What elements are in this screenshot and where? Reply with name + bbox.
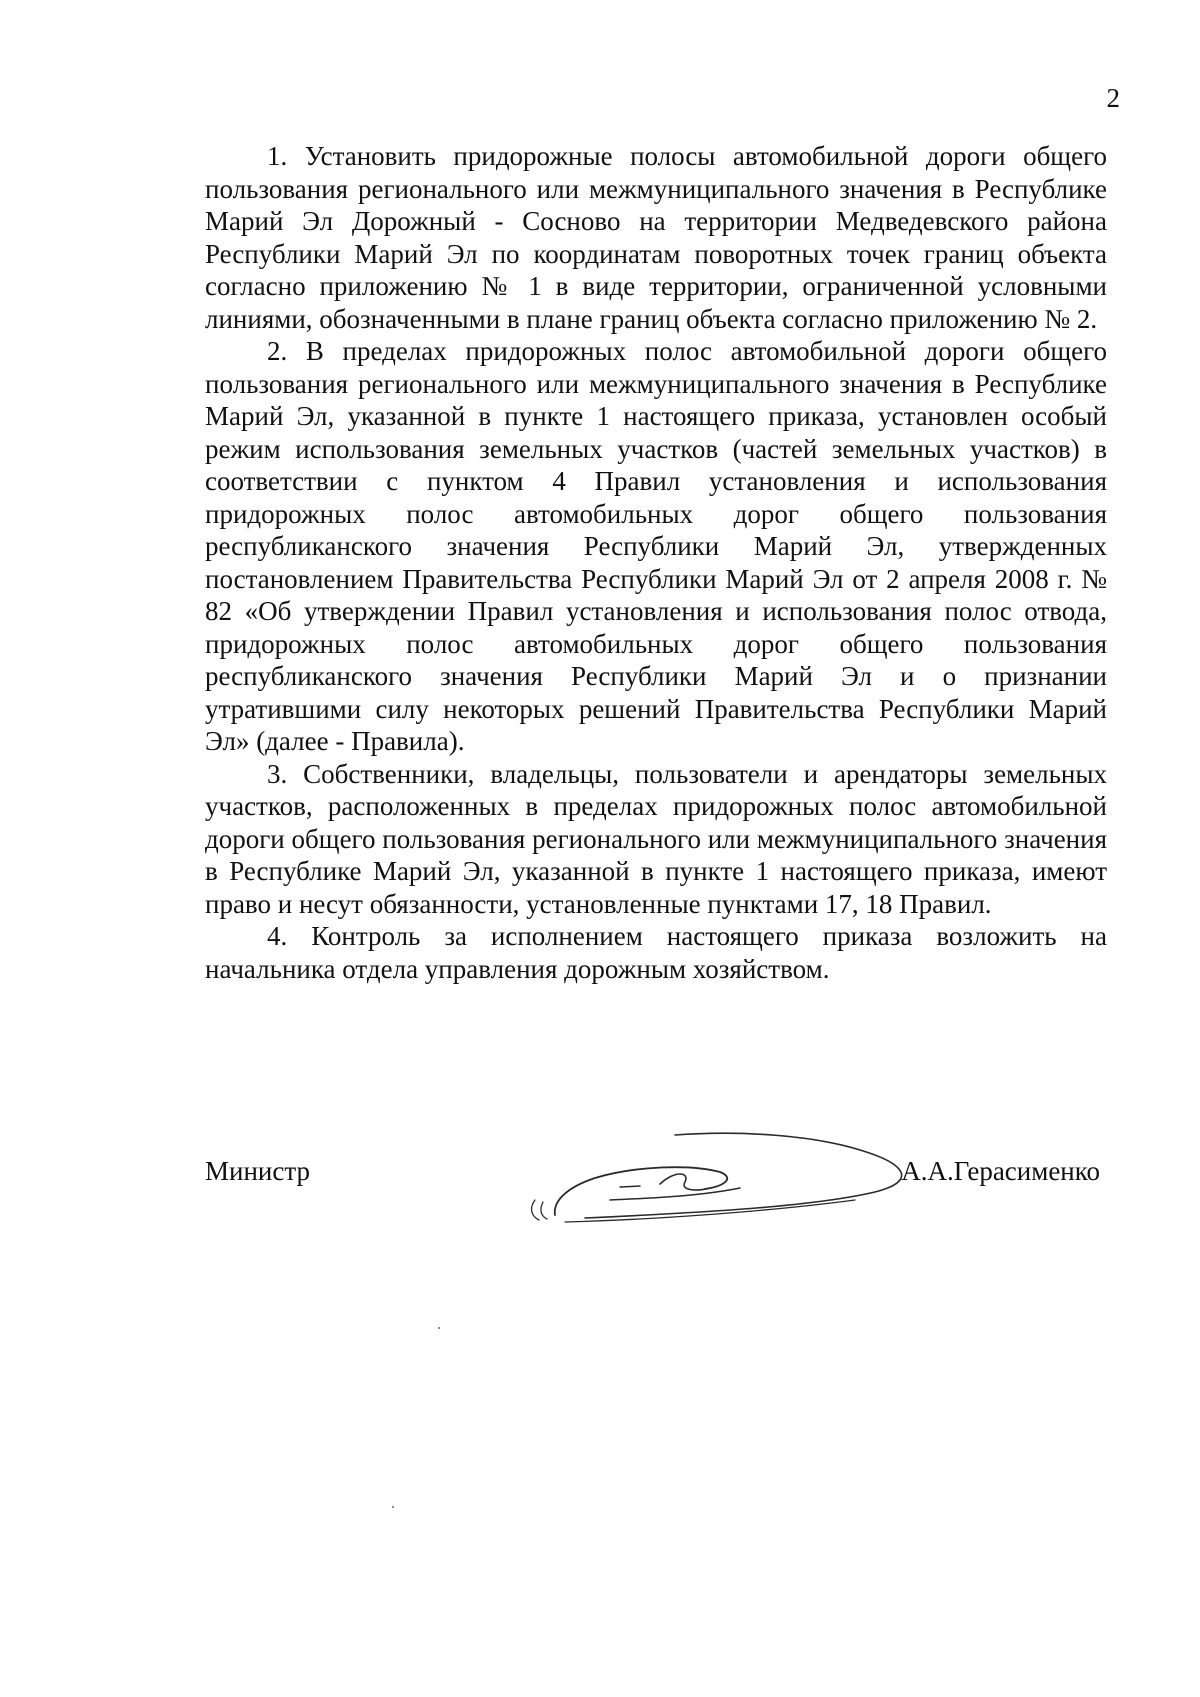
- signer-position: Министр: [205, 1156, 310, 1186]
- handwritten-signature: [515, 1120, 955, 1240]
- scan-speck: [438, 1327, 440, 1329]
- paragraph-4: 4. Контроль за исполнением настоящего приказа возложить на начальника отдела управления дорожным хозяйством.: [205, 921, 1107, 984]
- page-number: 2: [1106, 83, 1120, 113]
- paragraph-3: 3. Собственники, владельцы, пользователи и арендаторы земельных участков, расположенных в пределах придорожных полос автомобильной дороги общего пользования регионального или межмуниципального значения в Республике Марий Эл, указанной в пункте 1 настоящего приказа, имеют право и несут обязанности, установленные пунктами 17, 18 Правил.: [205, 758, 1107, 919]
- scan-speck: [392, 1506, 394, 1508]
- document-body: [205, 140, 1107, 985]
- signer-name: А.А.Герасименко: [901, 1156, 1100, 1186]
- paragraph-2: 2. В пределах придорожных полос автомобильной дороги общего пользования регионального или межмуниципального значения в Республике Марий Эл, указанной в пункте 1 настоящего приказа, установлен особый режим использования земельных участков (частей земельных участков) в соответствии с пунктом 4 Правил установления и использования придорожных полос автомобильных дорог общего пользования республиканского значения Республики Марий Эл, утвержденных постановлением Правительства Республики Марий Эл от 2 апреля 2008 г. № 82 «Об утверждении Правил установления и использования полос отвода, придорожных полос автомобильных дорог общего пользования республиканского значения Республики Марий Эл и о признании утратившими силу некоторых решений Правительства Республики Марий Эл» (далее - Правила).: [205, 336, 1107, 756]
- paragraph-1: 1. Установить придорожные полосы автомобильной дороги общего пользования регионального или межмуниципального значения в Республике Марий Эл Дорожный - Сосново на территории Медведевского района Республики Марий Эл по координатам поворотных точек границ объекта согласно приложению № 1 в виде территории, ограниченной условными линиями, обозначенными в плане границ объекта согласно приложению № 2.: [205, 141, 1107, 334]
